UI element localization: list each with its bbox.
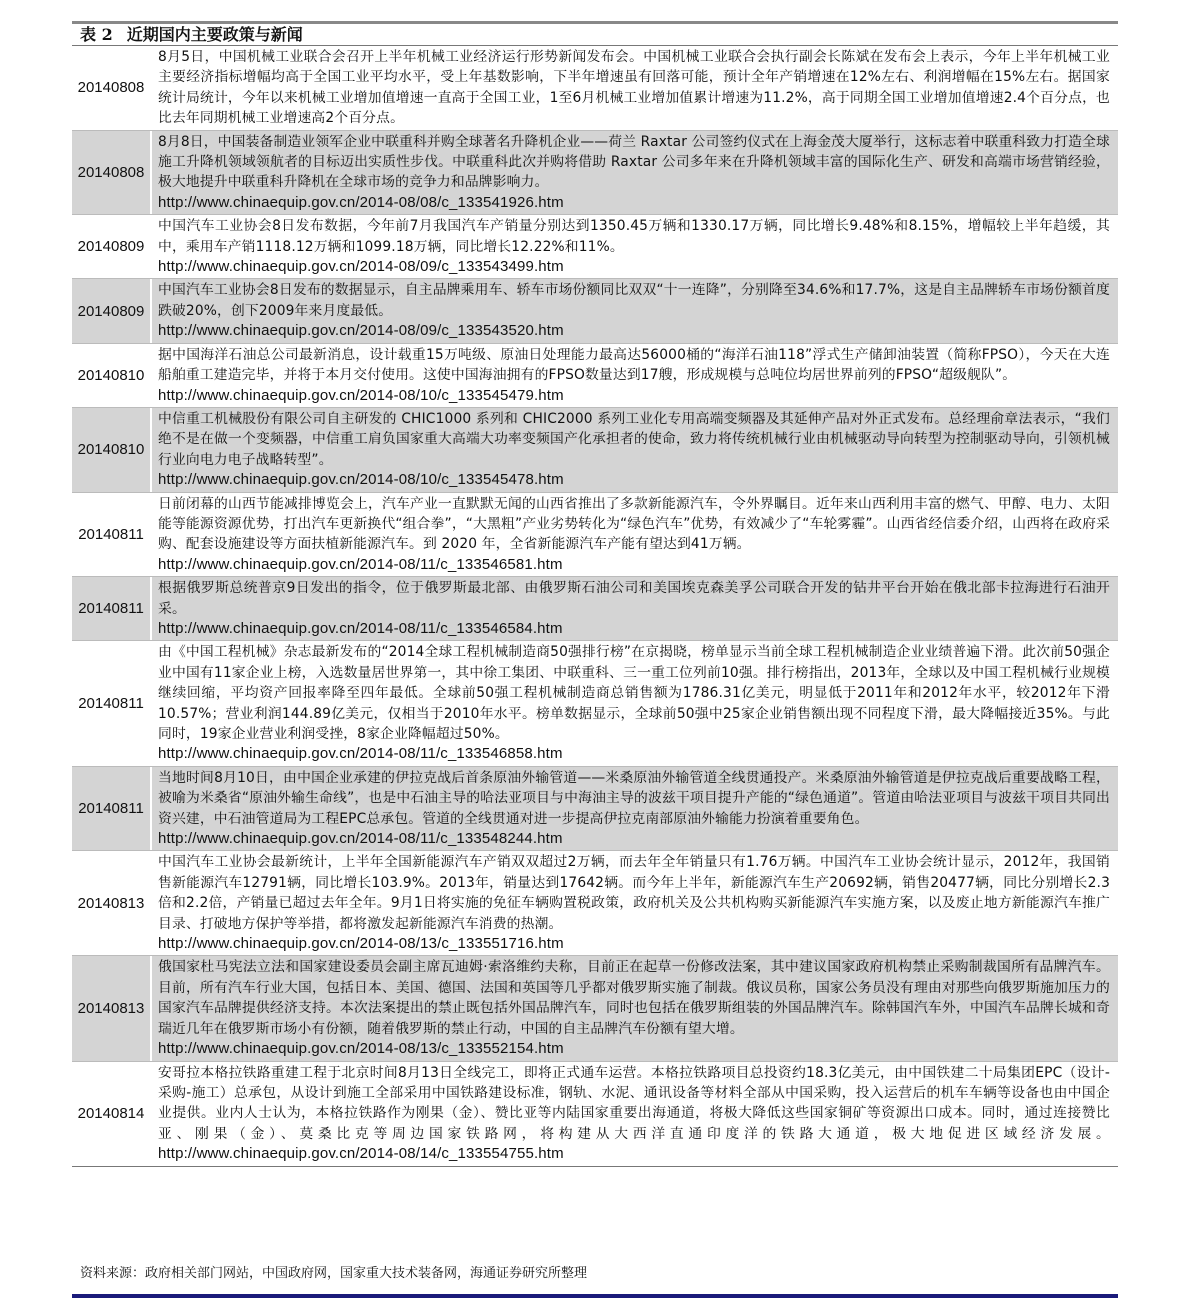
- table-title: [80, 24, 317, 45]
- row-date: 20140808: [72, 131, 150, 215]
- news-text: 据中国海洋石油总公司最新消息，设计载重15万吨级、原油日处理能力最高达56000桶的“海洋石油118”浮式生产储卸油装置（简称FPSO），今天在大连船舶重工建造完毕，并将于本月交付使用。这使中国海油拥有的FPSO数量达到17艘，形成规模与总吨位均居世界前列的FPSO“超级舰队”。: [158, 346, 1110, 384]
- row-date: 20140813: [72, 956, 150, 1060]
- row-date: 20140813: [77, 894, 145, 912]
- news-text: 根据俄罗斯总统普京9日发出的指令，位于俄罗斯最北部、由俄罗斯石油公司和美国埃克森美孚公司联合开发的钻井平台开始在俄北部卡拉海进行石油开采。: [158, 580, 1110, 617]
- row-content: [152, 215, 1118, 278]
- table-row: [72, 278, 1118, 342]
- news-text: 俄国家杜马宪法立法和国家建设委员会副主席瓦迪姆·索洛维约夫称，目前正在起草一份修改法案，其中建议国家政府机构禁止采购制裁国所有品牌汽车。目前，所有汽车行业大国，包括日本、美国、德国、法国和英国等几乎都对俄罗斯实施了制裁。俄议员称，国家公务员没有理由对那些向俄罗斯施加压力的国家汽车品牌提供经济支持。本次法案提出的禁止既包括外国品牌汽车，同时也包括在俄罗斯组装的外国品牌汽车。除韩国汽车外，中国汽车品牌长城和奇瑞近几年在俄罗斯市场小有份额，随着俄罗斯的禁止行动，中国的自主品牌汽车份额有望大增。: [158, 959, 1110, 1037]
- news-link[interactable]: http://www.chinaequip.gov.cn/2014-08/08/c_133541926.htm: [158, 193, 564, 211]
- row-date: 20140809: [72, 279, 150, 342]
- news-text: 由《中国工程机械》杂志最新发布的“2014全球工程机械制造商50强排行榜”在京揭晓，榜单显示当前全球工程机械制造企业业绩普遍下滑。此次前50强企业中国有11家企业上榜，入选数量居世界第一，其中徐工集团、中联重科、三一重工位列前10强。排行榜指出，2013年，全球以及中国工程机械行业规模继续回缩，平均资产回报率降至四年最低。全球前50强工程机械制造商总销售额为1786.31亿美元，明显低于2011年和2012年水平，较2012年下滑10.57%；营业利润144.89亿美元，仅相当于2010年水平。榜单数据显示，全球前50强中25家企业销售额出现不同程度下滑，最大降幅接近35%。与此同时，19家企业营业利润受挫，8家企业降幅超过50%。: [158, 644, 1110, 742]
- row-content: [152, 131, 1118, 215]
- table-row: [72, 850, 1118, 955]
- news-text: 中信重工机械股份有限公司自主研发的 CHIC1000 系列和 CHIC2000 系列工业化专用高端变频器及其延伸产品对外正式发布。总经理俞章法表示，“我们绝不是在做一个变频器，中信重工肩负国家重大高端大功率变频国产化承担者的使命，致力将传统机械行业由机械驱动导向转型为控制驱动导向，引领机械行业向电力电子战略转型”。: [158, 410, 1110, 468]
- row-content: [152, 956, 1118, 1060]
- news-text: 8月8日，中国装备制造业领军企业中联重科并购全球著名升降机企业——荷兰 Raxtar 公司签约仪式在上海金茂大厦举行，这标志着中联重科致力打造全球施工升降机领域领航者的目标迈出实质性步伐。中联重科此次并购将借助 Raxtar 公司多年来在升降机领域丰富的国际化生产、研发和高端市场营销经验，极大地提升中联重科升降机在全球市场的竞争力和品牌影响力。: [158, 133, 1110, 191]
- table-row: [72, 640, 1118, 765]
- source-note: 资料来源：政府相关部门网站，中国政府网，国家重大技术装备网，海通证券研究所整理: [80, 1266, 588, 1281]
- row-date: 20140814: [77, 1105, 145, 1123]
- news-text: 中国汽车工业协会8日发布的数据显示，自主品牌乘用车、轿车市场份额同比双双“十一连降”，分别降至34.6%和17.7%，这是自主品牌轿车市场份额首度跌破20%，创下2009年来月度最低。: [158, 282, 1110, 319]
- row-content: [152, 851, 1118, 955]
- footer-bar: [72, 1294, 1118, 1298]
- news-link[interactable]: http://www.chinaequip.gov.cn/2014-08/13/c_133551716.htm: [158, 935, 564, 953]
- table-row: [72, 955, 1118, 1060]
- news-text: 安哥拉本格拉铁路重建工程于北京时间8月13日全线完工，即将正式通车运营。本格拉铁路项目总投资约18.3亿美元，由中国铁建二十局集团EPC（设计-采购-施工）总承包，从设计到施工全部采用中国铁路建设标准，钢轨、水泥、通讯设备等材料全部从中国采购，投入运营后的机车车辆等设备也由中国企业提供。业内人士认为，本格拉铁路作为刚果（金）、赞比亚等内陆国家重要出海通道，将极大降低这些国家铜矿等资源出口成本。同时，通过连接赞比亚、刚果（金）、莫桑比克等周边国家铁路网，将构建从大西洋直通印度洋的铁路大通道，极大地促进区域经济发展。: [158, 1064, 1110, 1142]
- table-row: [72, 130, 1118, 215]
- news-text: 8月5日，中国机械工业联合会召开上半年机械工业经济运行形势新闻发布会。中国机械工业联合会执行副会长陈斌在发布会上表示，今年上半年机械工业主要经济指标增幅均高于全国工业平均水平，受上年基数影响，下半年增速虽有回落可能，预计全年产销增速在12%左右、利润增幅在15%左右。据国家统计局统计，今年以来机械工业增加值增速一直高于全国工业，1至6月机械工业增加值累计增速为11.2%，高于同期全国工业增加值增速2.4个百分点，也比去年同期机械工业增速高2个百分点。: [158, 49, 1110, 127]
- row-date: 20140810: [77, 366, 145, 384]
- news-link[interactable]: http://www.chinaequip.gov.cn/2014-08/09/c_133543499.htm: [158, 258, 564, 276]
- table-row: [72, 576, 1118, 640]
- row-content: [152, 493, 1118, 577]
- news-text: 中国汽车工业协会8日发布数据，今年前7月我国汽车产销量分别达到1350.45万辆和1330.17万辆，同比增长9.48%和8.15%，增幅较上半年趋缓，其中，乘用车产销1118.12万辆和1099.18万辆，同比增长12.22%和11%。: [158, 218, 1110, 255]
- news-link[interactable]: http://www.chinaequip.gov.cn/2014-08/13/c_133552154.htm: [158, 1040, 564, 1058]
- news-link[interactable]: http://www.chinaequip.gov.cn/2014-08/11/c_133546581.htm: [158, 555, 563, 573]
- row-date: 20140808: [77, 79, 145, 97]
- news-text: 中国汽车工业协会最新统计，上半年全国新能源汽车产销双双超过2万辆，而去年全年销量只有1.76万辆。中国汽车工业协会统计显示，2012年，我国销售新能源汽车12791辆，同比增长103.9%。2013年，销量达到17642辆。而今年上半年，新能源汽车生产20692辆，销售20477辆，同比分别增长2.3倍和2.2倍，产销量已超过去年全年。9月1日将实施的免征车辆购置税政策，政府机关及公共机构购买新能源汽车实施方案，以及废止地方新能源汽车推广目录、打破地方保护等举措，都将激发起新能源汽车消费的热潮。: [158, 854, 1110, 932]
- news-link[interactable]: http://www.chinaequip.gov.cn/2014-08/11/c_133546858.htm: [158, 745, 563, 763]
- table-caption: 近期国内主要政策与新闻: [126, 25, 303, 44]
- row-content: [152, 577, 1118, 640]
- row-content: [152, 344, 1118, 407]
- row-content: [152, 1062, 1118, 1166]
- news-link[interactable]: http://www.chinaequip.gov.cn/2014-08/09/c_133543520.htm: [158, 322, 564, 340]
- news-link[interactable]: http://www.chinaequip.gov.cn/2014-08/10/c_133545478.htm: [158, 471, 564, 489]
- row-content: [152, 641, 1118, 765]
- row-content: [152, 767, 1118, 851]
- table-row: [72, 214, 1118, 278]
- news-text: 日前闭幕的山西节能减排博览会上，汽车产业一直默默无闻的山西省推出了多款新能源汽车，令外界瞩目。近年来山西利用丰富的燃气、甲醇、电力、太阳能等能源资源优势，打出汽车更新换代“组合拳”，“大黑粗”产业劣势转化为“绿色汽车”优势，有效减少了“车轮雾霾”。山西省经信委介绍，山西将在政府采购、配套设施建设等方面扶植新能源汽车。到 2020 年，全省新能源汽车产能有望达到41万辆。: [158, 495, 1110, 553]
- row-date: 20140811: [72, 767, 150, 851]
- table-row: [72, 766, 1118, 851]
- row-date: 20140811: [72, 577, 150, 640]
- row-date: 20140809: [77, 238, 145, 256]
- news-link[interactable]: http://www.chinaequip.gov.cn/2014-08/11/c_133546584.htm: [158, 619, 563, 637]
- news-link[interactable]: http://www.chinaequip.gov.cn/2014-08/11/c_133548244.htm: [158, 830, 563, 848]
- news-link[interactable]: http://www.chinaequip.gov.cn/2014-08/14/c_133554755.htm: [158, 1145, 564, 1163]
- row-content: [152, 46, 1118, 130]
- table-row: [72, 492, 1118, 577]
- row-content: [152, 279, 1118, 342]
- row-date: 20140811: [78, 525, 144, 543]
- row-date: 20140810: [72, 408, 150, 492]
- row-date: 20140811: [78, 695, 144, 713]
- table-row: [72, 1061, 1118, 1166]
- row-content: [152, 408, 1118, 492]
- table-row: [72, 343, 1118, 407]
- table-row: [72, 407, 1118, 492]
- news-link[interactable]: http://www.chinaequip.gov.cn/2014-08/10/c_133545479.htm: [158, 386, 564, 404]
- news-text: 当地时间8月10日，由中国企业承建的伊拉克战后首条原油外输管道——米桑原油外输管道全线贯通投产。米桑原油外输管道是伊拉克战后重要战略工程，被喻为米桑省“原油外输生命线”，也是中石油主导的哈法亚项目与中海油主导的波兹干项目提升产能的“绿色通道”。管道由哈法亚项目与波兹干项目共同出资兴建，中石油管道局为工程EPC总承包。管道的全线贯通对进一步提高伊拉克南部原油外输能力扮演着重要角色。: [158, 769, 1110, 827]
- table-row: [72, 46, 1118, 130]
- table-number: 表 2: [80, 25, 113, 44]
- news-table: [72, 45, 1118, 1167]
